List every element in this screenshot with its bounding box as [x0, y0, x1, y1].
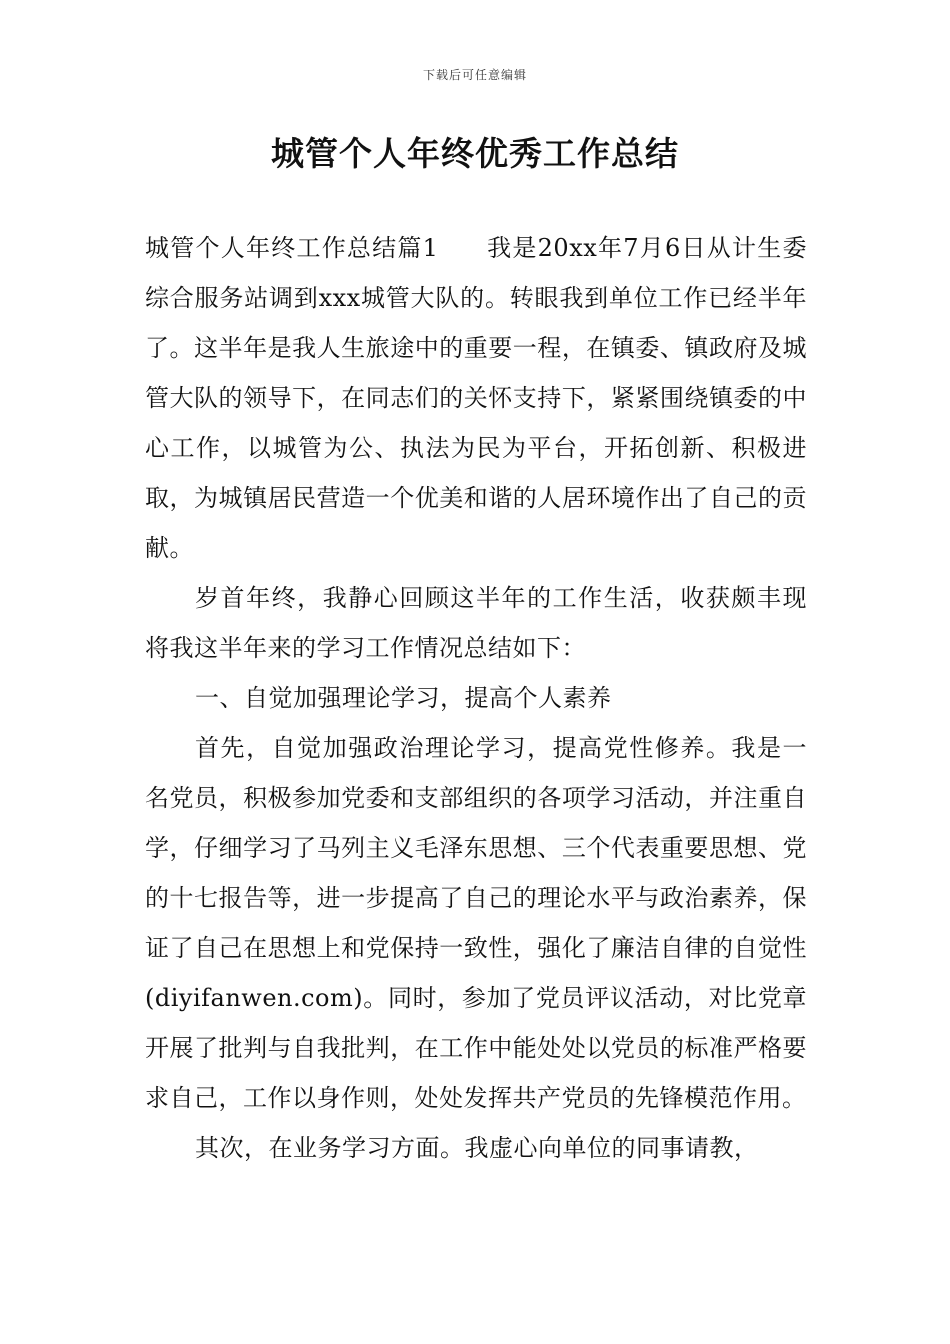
document-body: [145, 223, 807, 1173]
paragraph-4: 其次，在业务学习方面。我虚心向单位的同事请教，: [195, 1134, 759, 1162]
section-heading-1: 一、自觉加强理论学习，提高个人素养: [195, 684, 612, 712]
header-note: 下载后可任意编辑: [422, 68, 527, 82]
section-lead: 城管个人年终工作总结篇1: [145, 234, 439, 262]
paragraph-1: [145, 223, 807, 573]
paragraph-text: 我是20xx年7月6日从计生委综合服务站调到xxx城管大队的。转眼我到单位工作已经半年了。这半年是我人生旅途中的重要一程，在镇委、镇政府及城管大队的领导下，在同志们的关怀支持下，紧紧围绕镇委的中心工作，以城管为公、执法为民为平台，开拓创新、积极进取，为城镇居民营造一个优美和谐的人居环境作出了自己的贡献。: [145, 234, 807, 562]
paragraph-3: 首先，自觉加强政治理论学习，提高党性修养。我是一名党员，积极参加党委和支部组织的各项学习活动，并注重自学，仔细学习了马列主义毛泽东思想、三个代表重要思想、党的十七报告等，进一步提高了自己的理论水平与政治素养，保证了自己在思想上和党保持一致性，强化了廉洁自律的自觉性(diyifanwen.com)。同时，参加了党员评议活动，对比党章开展了批判与自我批判，在工作中能处处以党员的标准严格要求自己，工作以身作则，处处发挥共产党员的先锋模范作用。: [145, 734, 807, 1112]
document-title: 城管个人年终优秀工作总结: [271, 134, 679, 173]
paragraph-2: 岁首年终，我静心回顾这半年的工作生活，收获颇丰现将我这半年来的学习工作情况总结如下：: [145, 584, 807, 662]
